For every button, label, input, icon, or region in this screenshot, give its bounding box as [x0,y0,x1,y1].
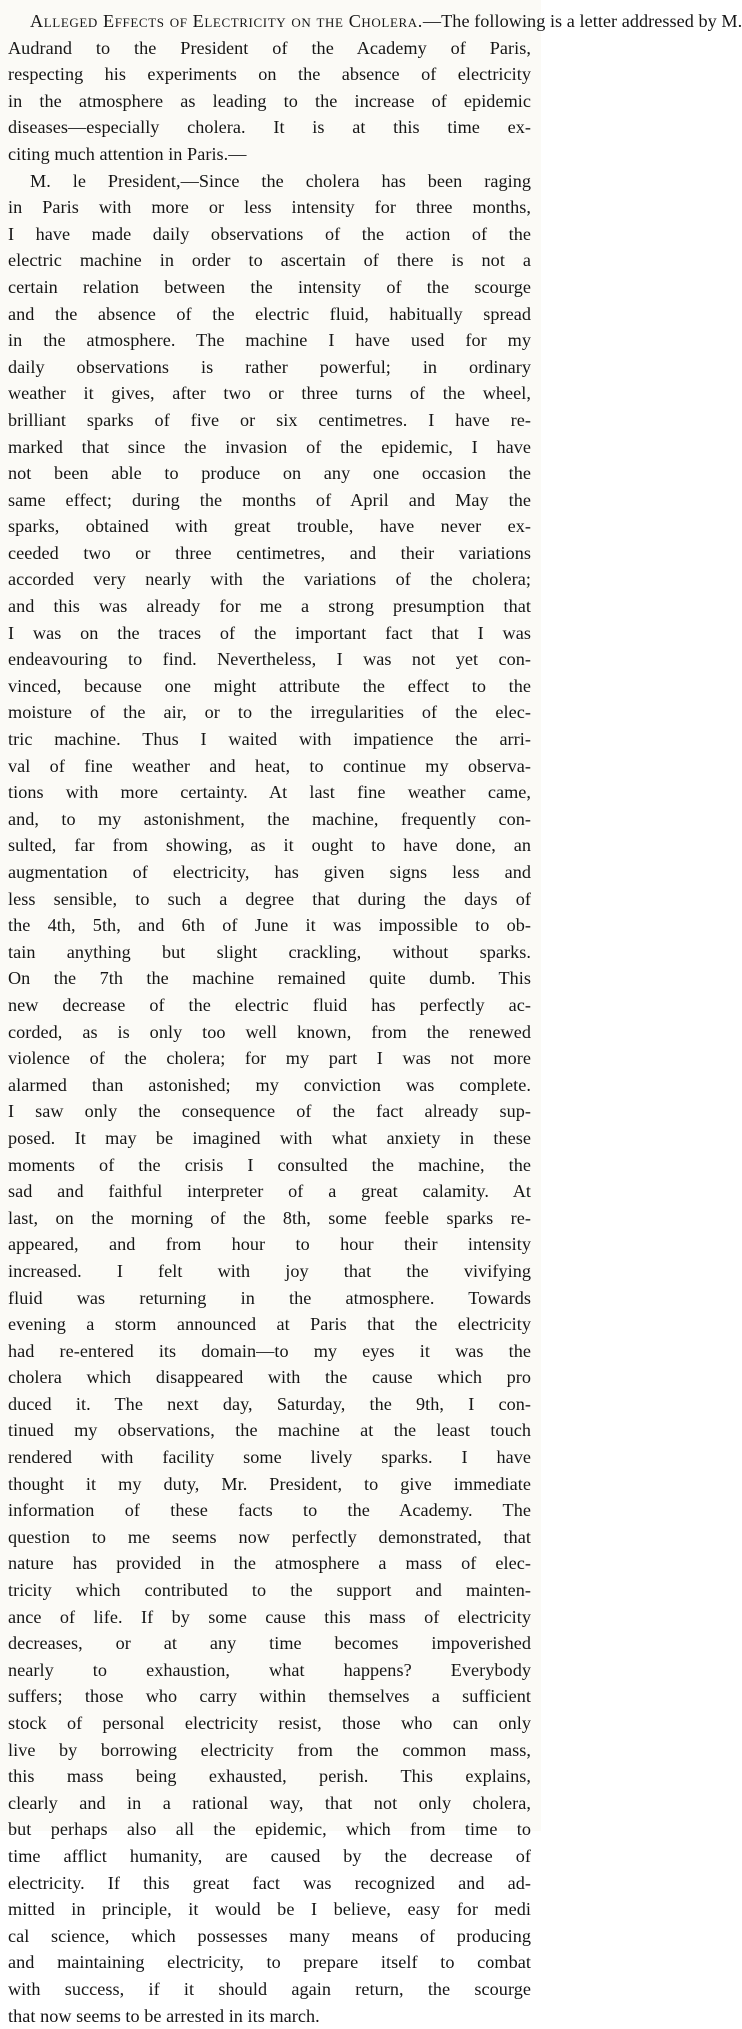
article-line: tinued my observations, the machine at the least touch [8,1420,531,1441]
article-line: nature has provided in the atmosphere a mass of elec- [8,1553,531,1574]
article-line: nearly to exhaustion, what happens? Everybody [8,1659,531,1680]
article-line: ance of life. If by some cause this mass of electricity [8,1606,531,1627]
article-line: electric machine in order to ascertain of there is not a [8,250,531,271]
article-line: sad and faithful interpreter of a great calamity. At [8,1181,531,1202]
article-line: this mass being exhausted, perish. This explains, [8,1766,531,1787]
article-line: accorded very nearly with the variations of the cholera; [8,569,531,590]
article-line: cholera which disappeared with the cause which pro [8,1367,531,1388]
article-line: mitted in principle, it would be I believe, easy for medi [8,1899,531,1920]
article-line: and, to my astonishment, the machine, frequently con- [8,808,531,829]
article-line: last, on the morning of the 8th, some feeble sparks re- [8,1207,531,1228]
article-title-line [8,8,742,35]
article-line: moments of the crisis I consulted the machine, the [8,1154,531,1175]
article-line: On the 7th the machine remained quite dumb. This [8,968,531,989]
article-line: —The following is a letter addressed by M. [422,11,742,31]
article-line: respecting his experiments on the absence of electricity [8,64,531,85]
article-line: with success, if it should again return, the scourge [8,1978,531,1999]
article-column [8,8,742,2029]
article-line: Audrand to the President of the Academy of Paris, [8,37,531,58]
article-line: I was on the traces of the important fact that I was [8,622,531,643]
article-line: electricity. If this great fact was recognized and ad- [8,1872,531,1893]
article-line: tions with more certainty. At last fine weather came, [8,782,531,803]
article-line: and the absence of the electric fluid, habitually spread [8,303,531,324]
article-line: sparks, obtained with great trouble, have never ex- [8,516,531,537]
article-line: diseases—especially cholera. It is at this time ex- [8,117,531,138]
article-line: alarmed than astonished; my conviction was complete. [8,1074,531,1095]
article-line: certain relation between the intensity of the scourge [8,276,531,297]
article-line: M. le President,—Since the cholera has been raging [30,170,531,191]
article-line: cal science, which possesses many means of producing [8,1925,531,1946]
article-line: weather it gives, after two or three turns of the wheel, [8,383,531,404]
article-line: in the atmosphere as leading to the increase of epidemic [8,90,531,111]
article-line: clearly and in a rational way, that not only cholera, [8,1792,531,1813]
article-line: endeavouring to find. Nevertheless, I was not yet con- [8,649,531,670]
article-line: I saw only the consequence of the fact already sup- [8,1101,531,1122]
article-line: moisture of the air, or to the irregularities of the elec- [8,702,531,723]
article-line: less sensible, to such a degree that during the days of [8,888,531,909]
article-line: sulted, far from showing, as it ought to have done, an [8,835,531,856]
article-line: suffers; those who carry within themselves a sufficient [8,1686,531,1707]
article-line: ceeded two or three centimetres, and their variations [8,542,531,563]
article-line: duced it. The next day, Saturday, the 9th, I con- [8,1393,531,1414]
article-line: the 4th, 5th, and 6th of June it was impossible to ob- [8,915,531,936]
article-line: new decrease of the electric fluid has perfectly ac- [8,994,531,1015]
article-line: evening a storm announced at Paris that the electricity [8,1314,531,1335]
article-line: rendered with facility some lively sparks. I have [8,1447,531,1468]
article-line: corded, as is only too well known, from the renewed [8,1021,531,1042]
article-line: posed. It may be imagined with what anxiety in these [8,1127,531,1148]
article-line: fluid was returning in the atmosphere. Towards [8,1287,531,1308]
article-line: val of fine weather and heat, to continue my observa- [8,755,531,776]
article-line: vinced, because one might attribute the effect to the [8,675,531,696]
article-line: and this was already for me a strong presumption that [8,596,531,617]
article-line: thought it my duty, Mr. President, to give immediate [8,1473,531,1494]
article-line: brilliant sparks of five or six centimetres. I have re- [8,409,531,430]
article-title: Alleged Effects of Electricity on the Cholera. [30,11,423,31]
article-line: had re-entered its domain—to my eyes it was the [8,1340,531,1361]
article-line: appeared, and from hour to hour their intensity [8,1234,531,1255]
article-line: time afflict humanity, are caused by the decrease of [8,1845,531,1866]
article-line: tain anything but slight crackling, without sparks. [8,941,531,962]
article-line: daily observations is rather powerful; in ordinary [8,356,531,377]
article-line: I have made daily observations of the action of the [8,223,531,244]
article-line: augmentation of electricity, has given signs less and [8,862,531,882]
article-line: decreases, or at any time becomes impoverished [8,1633,531,1654]
article-line: violence of the cholera; for my part I was not more [8,1048,531,1069]
article-line: stock of personal electricity resist, those who can only [8,1713,531,1733]
article-line: tric machine. Thus I waited with impatience the arri- [8,729,531,750]
article-line: information of these facts to the Academy. The [8,1500,531,1521]
article-line: but perhaps also all the epidemic, which from time to [8,1819,531,1840]
article-line: marked that since the invasion of the epidemic, I have [8,436,531,457]
article-line: not been able to produce on any one occasion the [8,463,531,484]
article-line: citing much attention in Paris.— [8,143,247,164]
article-line: increased. I felt with joy that the vivifying [8,1260,531,1281]
article-line: in Paris with more or less intensity for three months, [8,197,531,218]
article-line: question to me seems now perfectly demonstrated, that [8,1526,531,1547]
article-line: that now seems to be arrested in its march. [8,2005,320,2026]
article-line: same effect; during the months of April and May the [8,489,531,510]
article-line: and maintaining electricity, to prepare itself to combat [8,1952,531,1973]
article-line: in the atmosphere. The machine I have used for my [8,330,531,351]
article-line: live by borrowing electricity from the common mass, [8,1739,531,1760]
article-line: tricity which contributed to the support and mainten- [8,1580,531,1601]
